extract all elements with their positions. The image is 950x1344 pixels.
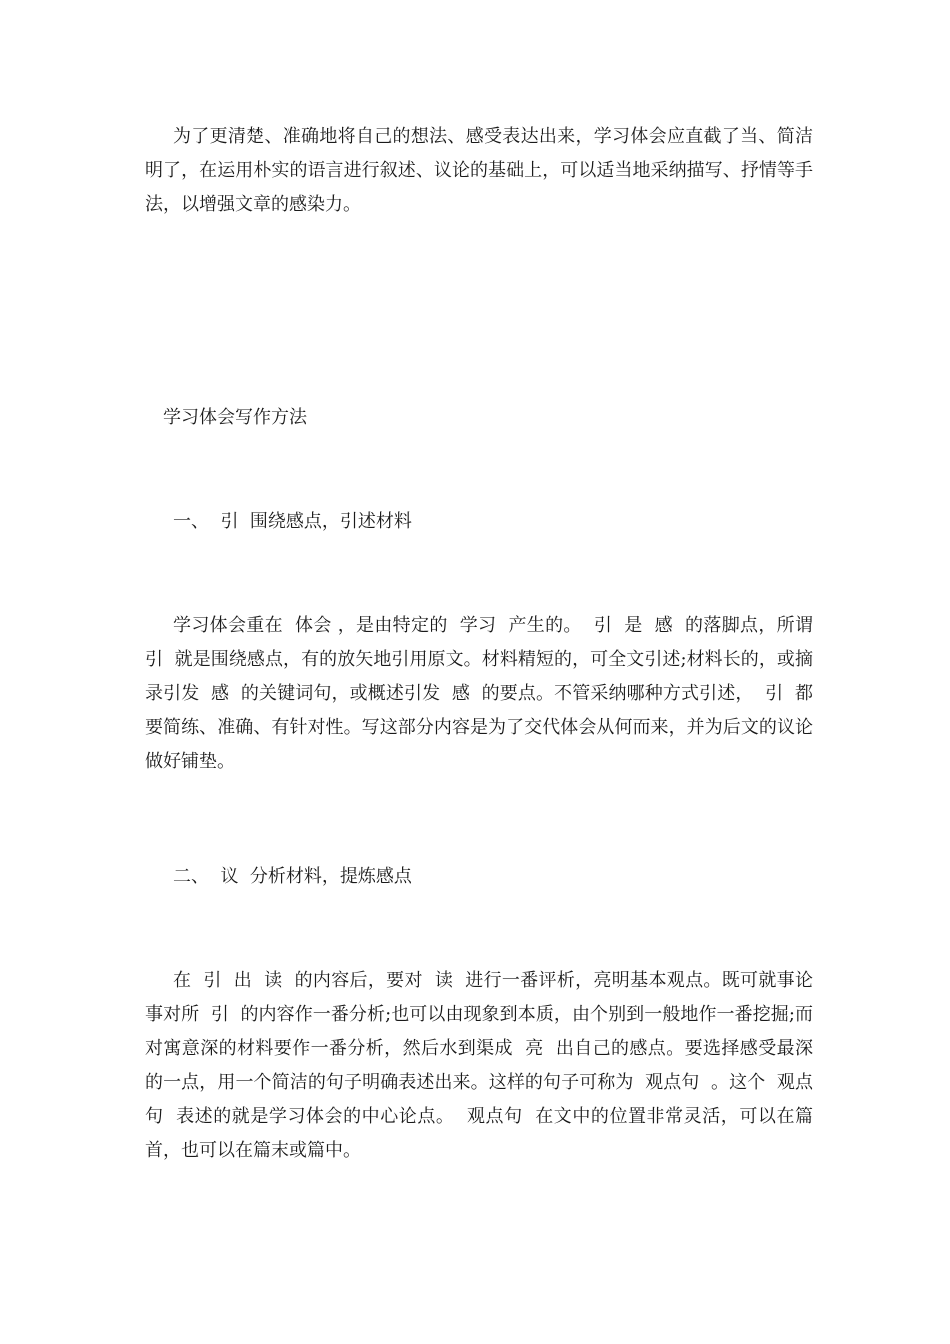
section-heading-two: 二、 议 分析材料，提炼感点 bbox=[173, 866, 412, 887]
section-heading-one: 一、 引 围绕感点，引述材料 bbox=[173, 511, 412, 532]
intro-paragraph: 为了更清楚、准确地将自己的想法、感受表达出来，学习体会应直截了当、简洁明了，在运用朴实的语言进行叙述、议论的基础上，可以适当地采纳描写、抒情等手法，以增强文章的感染力。 bbox=[145, 126, 813, 215]
section-body-two: 在 引 出 读 的内容后，要对 读 进行一番评析，亮明基本观点。既可就事论事对所 引 的内容作一番分析;也可以由现象到本质，由个别到一般地作一番挖掘;而对寓意深的材料要作一番分析，然后水到渠成 亮 出自己的感点。要选择感受最深的一点，用一个简洁的句子明确表述出来。这样的句子可称为 观点句 。这个 观点句 表述的就是学习体会的中心论点。 观点句 在文中的位置非常灵活，可以在篇首，也可以在篇末或篇中。 bbox=[145, 970, 813, 1161]
section-body-one: 学习体会重在 体会 ，是由特定的 学习 产生的。 引 是 感 的落脚点，所谓 引 就是围绕感点，有的放矢地引用原文。材料精短的，可全文引述;材料长的，或摘录引发 感 的关键词句，或概述引发 感 的要点。不管采纳哪种方式引述， 引 都要简练、准确、有针对性。写这部分内容是为了交代体会从何而来，并为后文的议论做好铺垫。 bbox=[145, 615, 825, 772]
section-title: 学习体会写作方法 bbox=[163, 407, 307, 428]
